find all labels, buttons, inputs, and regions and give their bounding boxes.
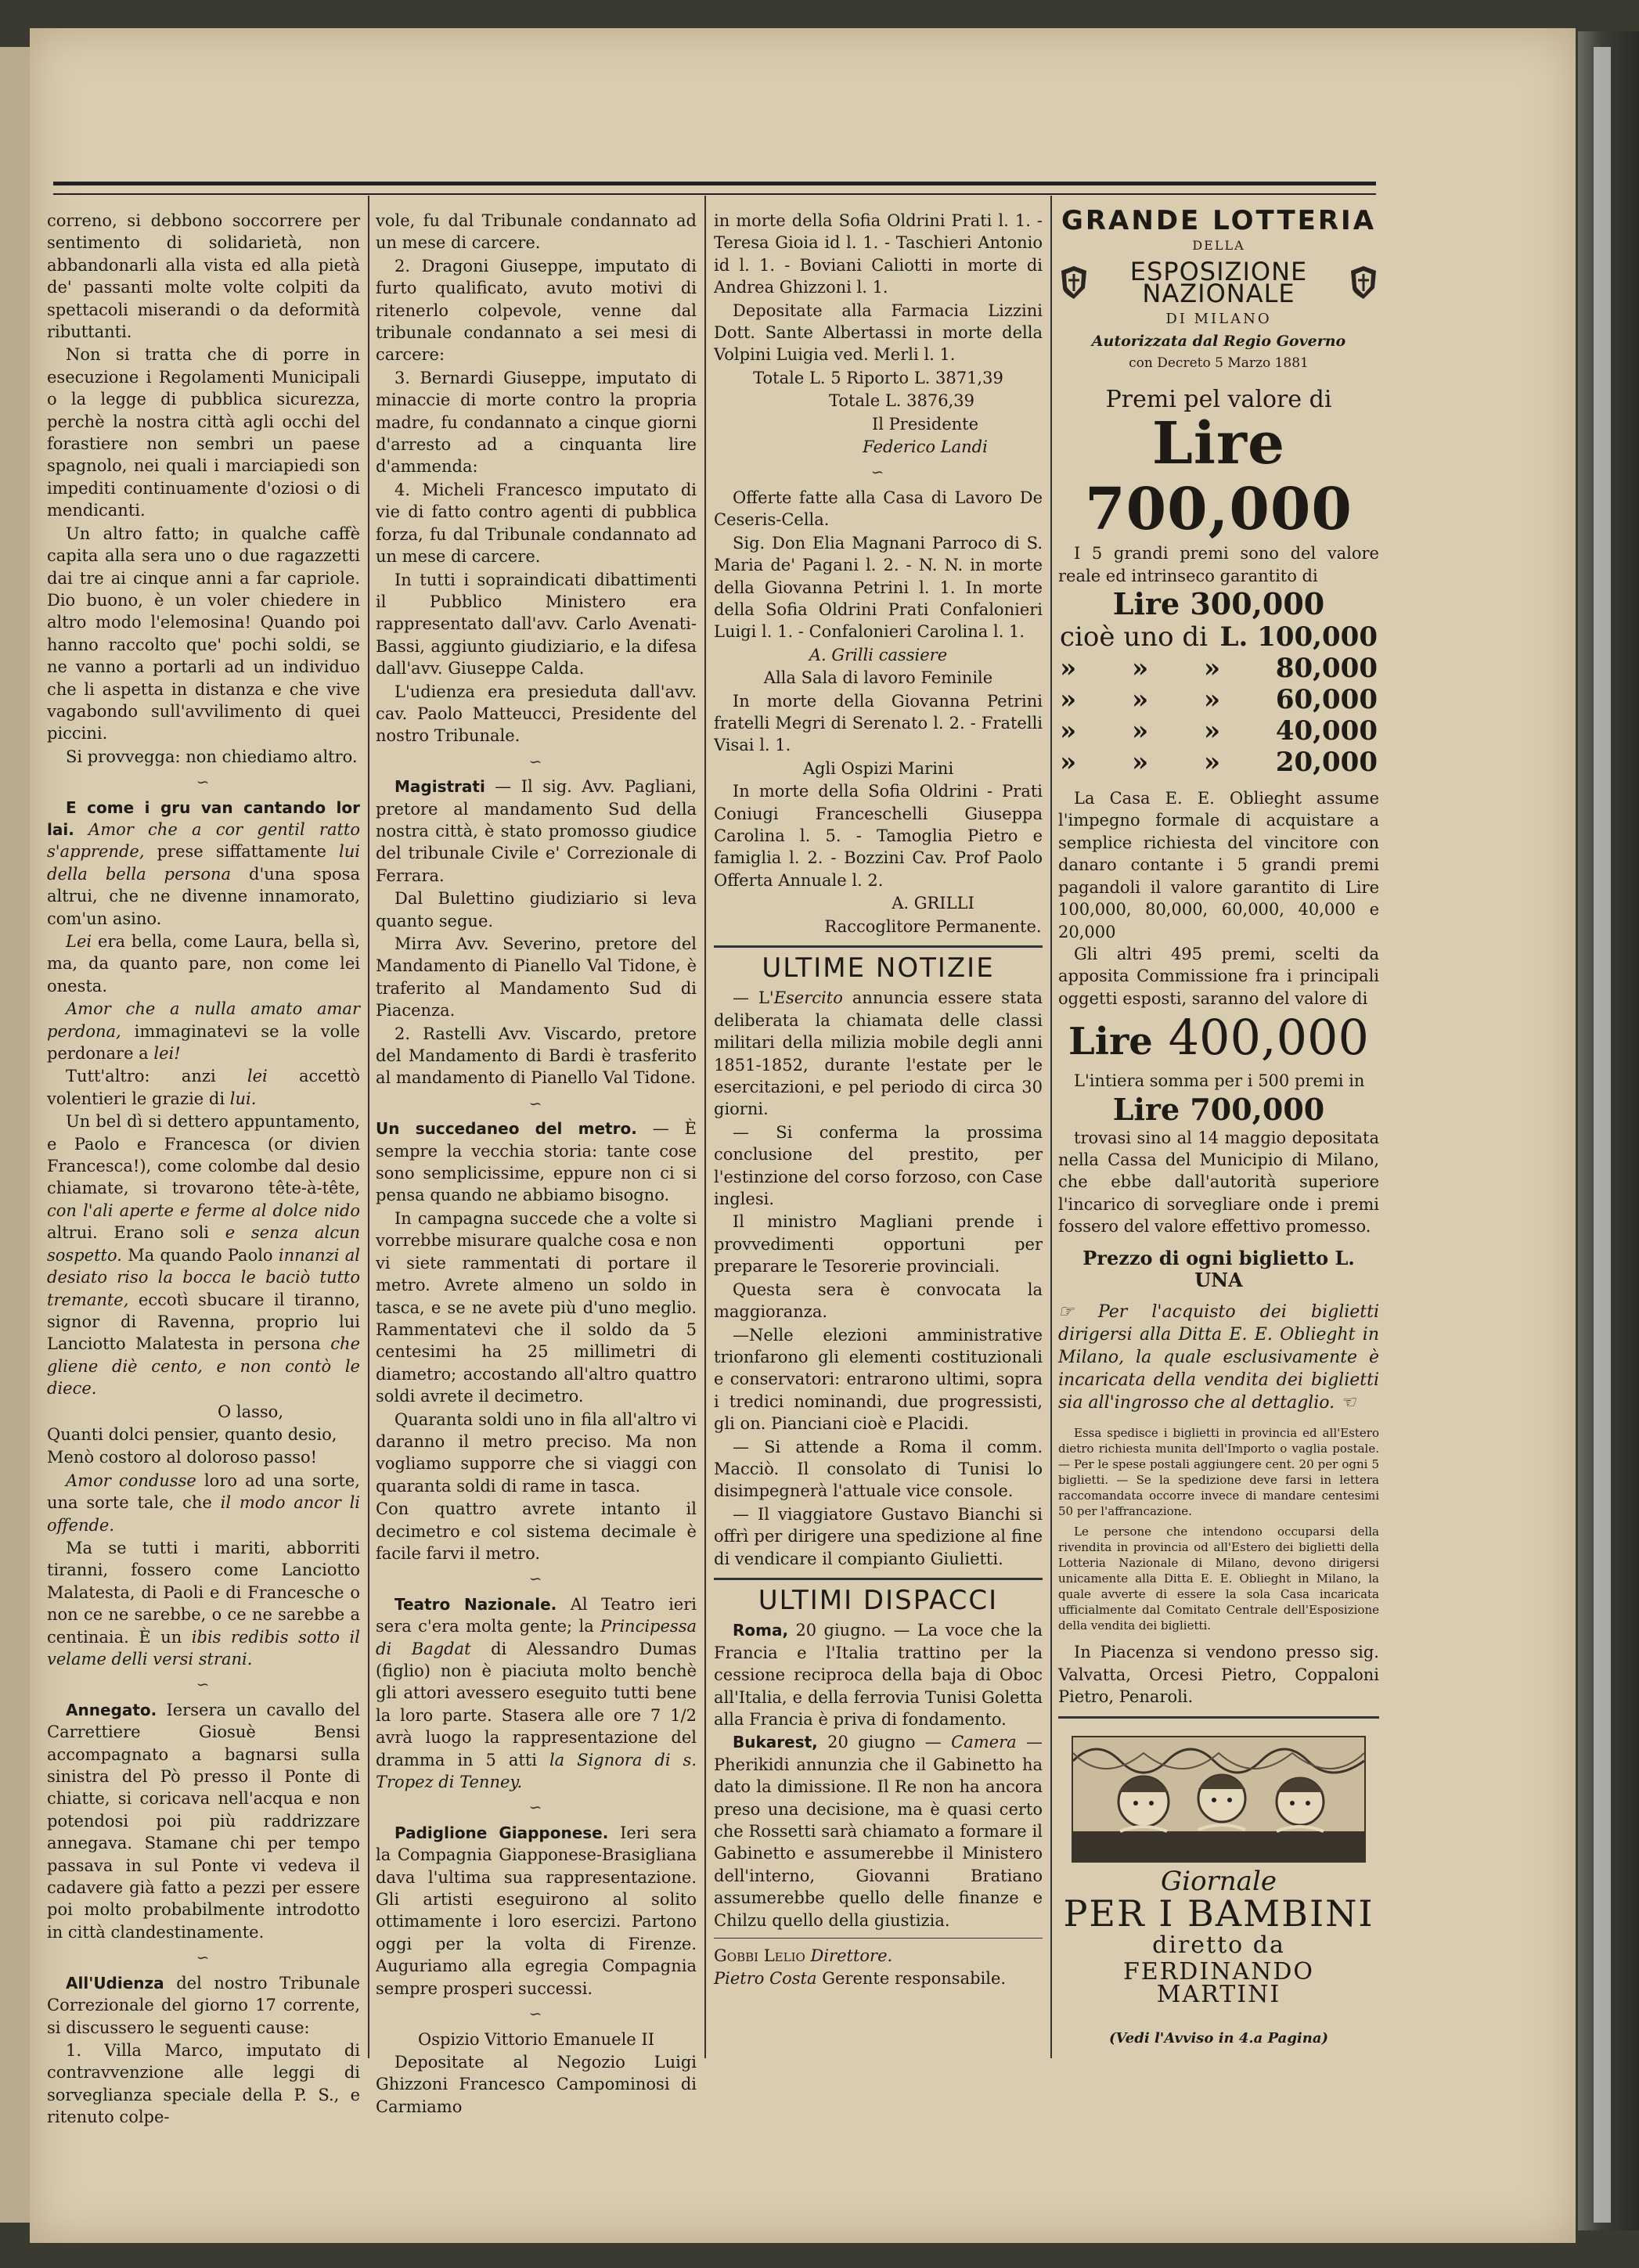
article-magistrati: Magistrati — Il sig. Avv. Pagliani, pretore al mandamento Sud della nostra città, è stato promosso giudice del tribunale Civile e' Correzionale di Ferrara. [376, 777, 697, 885]
section-divider [714, 945, 1043, 948]
paragraph: 2. Rastelli Avv. Viscardo, pretore del Mandamento di Bardi è trasferito al mandamento di Pianello Val Tidone. [376, 1024, 697, 1088]
paragraph: In campagna succede che a volte si vorrebbe misurare qualche cosa e non vi siete rammentati di portare il metro. Avrete almeno un soldo in tasca, e se ne avete più d'uno meglio. Rammentatevi che il soldo da 5 centesimi ha 25 millimetri di diametro; accostando all'altro quattro soldi avrete il decimetro. [376, 1208, 697, 1406]
ad-see-page: (Vedi l'Avviso in 4.a Pagina) [1108, 2030, 1329, 2047]
ad-paragraph: trovasi sino al 14 maggio depositata nella Cassa del Municipio di Milano, che ebbe dall'autorità superiore l'incarico di sorvegliare onde i premi fossero del valore effettivo promesso. [1058, 1128, 1379, 1237]
pointing-hand-icon: ☜ [1340, 1393, 1356, 1413]
column-rule-1 [368, 196, 369, 2058]
ad-purchase-info: ☞ Per l'acquisto dei biglietti dirigersi alla Ditta E. E. Oblieght in Milano, la quale esclusivamente è incaricata della vendita dei biglietti sia all'ingrosso che al dettaglio. ☜ [1058, 1302, 1380, 1413]
column-rule-3 [1050, 196, 1052, 2058]
headline: Un succedaneo del metro. [376, 1119, 637, 1139]
headline: Padiglione Giapponese. [394, 1823, 609, 1842]
headline: Magistrati [394, 777, 485, 797]
verse: Quanti dolci pensier, quanto desio, [47, 1424, 337, 1444]
news-item: — Si attende a Roma il comm. Macciò. Il consolato di Tunisi lo disimpegnerà l'attuale vice console. [714, 1437, 1043, 1501]
news-item: Questa sera è convocata la maggioranza. [714, 1280, 1043, 1322]
subheading: Ospizio Vittorio Emanuele II [417, 2029, 654, 2049]
ad-paragraph: I 5 grandi premi sono del valore reale ed intrinseco garantito di [1058, 544, 1379, 585]
ad-divider [1058, 1716, 1379, 1719]
prize-row: » » » 40,000 [1060, 715, 1378, 747]
total-line: Totale L. 3876,39 [829, 391, 974, 411]
article-teatro: Teatro Nazionale. Al Teatro ieri sera c'era molta gente; la Principessa di Bagdat di Alessandro Dumas (figlio) non è piaciuta molto benchè gli attori avessero eseguito tutti bene la loro parte. Stasera alle ore 7 1/2 avrà luogo la rappresentazione del dramma in 5 atti la Signora di s. Tropez di Tenney. [376, 1594, 697, 1792]
paragraph: Amor condusse loro ad una sorte, una sorte tale, che il modo ancor li offende. [47, 1471, 360, 1535]
ornament: ∽ [528, 1569, 544, 1589]
paragraph: Lei era bella, come Laura, bella sì, ma, da quanto pare, non come lei onesta. [47, 932, 360, 995]
paragraph: Ma se tutti i mariti, abborriti tiranni, fossero come Lanciotto Malatesta, di Paoli e di Francesche o non ce ne sarebbe, o ce ne sarebbe a centinaia. È un ibis redibis sotto il velame delli versi strani. [47, 1538, 360, 1669]
paragraph: Quaranta soldi uno in fila all'altro vi daranno il metro preciso. Ma non vogliamo supporre che si viaggi con quaranta soldi di rame in tasca. [376, 1409, 697, 1496]
prize-row: » » » 60,000 [1060, 684, 1378, 716]
ad-expo-title: ESPOSIZIONE NAZIONALE [1129, 256, 1308, 309]
paragraph: Un bel dì si dettero appuntamento, e Paolo e Francesca (or divien Francesca!), come colombe dal desio chiamate, si trovarono tête-à-tête, con l'ali aperte e ferme al dolce nido altrui. Erano soli e senza alcun sospetto. Ma quando Paolo innanzi al desiato riso la bocca le baciò tutto tremante, eccotì sbucare il tiranno, signor di Ravenna, proprio lui Lanciotto Malatesta in persona che gliene diè cento, e non contò le diece. [47, 1112, 361, 1399]
lottery-advertisement [1058, 205, 1380, 2088]
subheading: Alla Sala di lavoro Feminile [763, 668, 993, 688]
ad-paragraph: La Casa E. E. Oblieght assume l'impegno formale di acquistare a semplice richiesta del vincitore con danaro contante i 5 grandi premi pagandoli il valore garantito di Lire 100,000, 80,000, 60,000, 40,000 e 20,000 [1058, 789, 1379, 941]
paragraph: In morte della Giovanna Petrini fratelli Megri di Serenato l. 2. - Fratelli Visai l. 1. [714, 691, 1043, 755]
ad-authorized: Autorizzata dal Regio Governo [1091, 333, 1346, 351]
ornament: ∽ [196, 1948, 211, 1967]
signature: A. GRILLI [892, 894, 974, 913]
coat-of-arms-icon [1058, 265, 1090, 301]
paragraph: Offerte fatte alla Casa di Lavoro De Ceseris-Cella. [714, 488, 1043, 530]
signature-name: Federico Landi [863, 437, 988, 457]
total-line: Totale L. 5 Riporto L. 3871,39 [753, 368, 1003, 387]
dispatch-roma: Roma, 20 giugno. — La voce che la Francia e l'Italia trattino per la cessione reciproca della baja di Oboc all'Italia, e della ferrovia Tunisi Goletta alla Francia è priva di fondamento. [714, 1621, 1043, 1729]
ad-della: DELLA [1192, 238, 1245, 254]
headline: All'Udienza [66, 1973, 164, 1993]
ad-total-prize: Lire 700,000 [1085, 410, 1353, 544]
prize-row: » » » 80,000 [1060, 653, 1378, 685]
paragraph: 1. Villa Marco, imputato di contravvenzione alle leggi di sorveglianza speciale della P. S., e ritenuto colpe- [47, 2040, 360, 2127]
signature: A. Grilli cassiere [809, 645, 948, 664]
ornament: ∽ [196, 1675, 211, 1694]
ad-paragraph: L'intiera somma per i 500 premi in [1074, 1071, 1365, 1091]
section-title-notizie: ULTIME NOTIZIE [762, 952, 995, 984]
column-3 [714, 210, 1043, 2065]
paragraph: 3. Bernardi Giuseppe, imputato di minaccie di morte contro la propria madre, fu condannato a cinque giorni d'arresto ad a cinquanta lire d'ammenda: [376, 368, 697, 477]
ornament: ∽ [528, 1798, 544, 1817]
ornament: ∽ [528, 751, 544, 771]
paragraph: In morte della Sofia Oldrini - Prati Coniugi Franceschelli Giuseppa Carolina l. 5. - Tamoglia Pietro e famiglia l. 2. - Bozzini Cav. Prof Paolo Offerta Annuale l. 2. [714, 782, 1043, 890]
ad-prizes-intro: Premi pel valore di [1105, 385, 1332, 413]
article-udienza: All'Udienza del nostro Tribunale Correzionale del giorno 17 corrente, si discussero le seguenti cause: [47, 1973, 360, 2037]
ad-price: Prezzo di ogni biglietto L. UNA [1082, 1246, 1355, 1291]
editor-line: Gobbi Lelio Direttore. [714, 1946, 893, 1966]
ad-fine-print: Essa spedisce i biglietti in provincia ed all'Estero dietro richiesta munita dell'Importo o vaglia postale. — Per le spese postali aggiungere cent. 20 per ogni 5 biglietti. — Se la spedizione deve farsi in lettera raccomandata occorre invece di mandare centesimi 50 per l'affrancazione. [1058, 1426, 1379, 1519]
column-rule-2 [704, 196, 706, 2058]
article-padiglione: Padiglione Giapponese. Ieri sera la Compagnia Giapponese-Brasigliana dava l'ultima sua rappresentazione. Gli artisti eseguirono al solito ottimamente i loro esercizi. Partono oggi per la volta di Firenze. Auguriamo alla egregia Compagnia sempre prosperi successi. [376, 1823, 697, 1998]
paragraph: Dal Bulettino giudiziario si leva quanto segue. [376, 889, 697, 931]
ornament: ∽ [196, 772, 211, 792]
ornament: ∽ [528, 2004, 544, 2024]
ad-paragraph: Gli altri 495 premi, scelti da apposita Commissione fra i principali oggetti esposti, saranno del valore di [1058, 944, 1379, 1008]
dispatch-bukarest: Bukarest, 20 giugno — Camera — Pherikidi annunzia che il Gabinetto ha dato la dimissione. Il Re non ha ancora preso una decisione, ma è quasi certo che Rossetti sarà chiamato a formare il Gabinetto e assumerebbe il Ministero dell'interno, Giovanni Bratiano assumerebbe quello delle finanze e Chilzu quello della giustizia. [714, 1733, 1043, 1930]
children-illustration [1072, 1736, 1366, 1863]
ornament: ∽ [528, 1093, 544, 1113]
paragraph: Sig. Don Elia Magnani Parroco di S. Maria de' Pagani l. 2. - N. N. in morte della Giovanna Petrini l. 1. In morte della Sofia Oldrini Prati Confalonieri Luigi l. 1. - Confalonieri Carolina l. 1. [714, 533, 1043, 642]
ad-grand-prizes: Lire 300,000 [1112, 586, 1325, 622]
verse: Menò costoro al doloroso passo! [47, 1448, 318, 1467]
paragraph: 2. Dragoni Giuseppe, imputato di furto qualificato, avuto motivi di ritenerlo colpevole, venne dal tribunale condannato a sei mesi di carcere: [376, 256, 697, 365]
paragraph: 4. Micheli Francesco imputato di vie di fatto contro agenti di pubblica forza, fu dal Tribunale condannato ad un mese di carcere. [376, 480, 697, 567]
ad-journal-label: Giornale [1161, 1865, 1277, 1897]
ad-journal-title: PER I BAMBINI [1063, 1892, 1374, 1935]
news-item: —Nelle elezioni amministrative trionfarono gli elementi costituzionali e conservatori: entrarono ultimi, sopra i tredici nominandi, due progressisti, gli on. Pianciani cioè e Placidi. [714, 1325, 1043, 1434]
article-canto: E come i gru van cantando lor lai. Amor che a cor gentil ratto s'apprende, prese siffattamente lui della bella persona d'una sposa altrui, che ne divenne innamorato, com'un asino. [47, 797, 360, 928]
paragraph: In tutti i sopraindicati dibattimenti il Pubblico Ministero era rappresentato dall'avv. Carlo Avenati-Bassi, aggiunto giudiziario, e la difesa dall'avv. Giuseppe Calda. [376, 570, 697, 679]
section-title-dispacci: ULTIMI DISPACCI [758, 1584, 999, 1616]
paragraph: correno, si debbono soccorrere per sentimento di solidarietà, non abbandonarli alla vista ed alla pietà de' passanti molte volte colpiti da spettacoli miserandi o da deformità ributtanti. [47, 211, 360, 342]
news-item: — L'Esercito annuncia essere stata deliberata la chiamata delle classi militari della milizia mobile degli anni 1851-1852, durante l'estate per le esercitazioni, e pel periodo di circa 30 giorni. [714, 988, 1043, 1119]
verse: O lasso, [218, 1402, 283, 1421]
paragraph: Con quattro avrete intanto il decimetro e col sistema decimale è facile farvi il metro. [376, 1499, 697, 1563]
signature-title: Raccoglitore Permanente. [824, 916, 1042, 936]
ad-sellers: In Piacenza si vendono presso sig. Valvatta, Orcesi Pietro, Coppaloni Pietro, Penaroli. [1058, 1643, 1379, 1707]
ornament: ∽ [870, 463, 886, 482]
ad-directed-by: diretto da [1152, 1931, 1285, 1959]
column-1 [47, 210, 361, 2127]
binding-paper-edge [1594, 47, 1611, 2223]
article-metro: Un succedaneo del metro. — È sempre la vecchia storia: tante cose sono semplicissime, eppure non ci si pensa quando ne abbiamo bisogno. [376, 1119, 697, 1205]
subheading: Agli Ospizi Marini [802, 758, 954, 778]
paragraph: L'udienza era presieduta dall'avv. cav. Paolo Matteucci, Presidente del nostro Tribunale. [376, 682, 697, 746]
ad-decree: con Decreto 5 Marzo 1881 [1129, 355, 1309, 372]
headline: Teatro Nazionale. [394, 1594, 557, 1614]
ad-director-name: FERDINANDO MARTINI [1122, 1958, 1315, 2008]
manager-line: Pietro Costa Gerente responsabile. [714, 1969, 1007, 1989]
article-annegato: Annegato. Iersera un cavallo del Carrettiere Giosuè Bensi accompagnato a bagnarsi sulla sinistra del Pò presso il Ponte di chiatte, si coricava nell'acqua e non potendosi poi più raddrizzare annegava. Stamane chi per tempo passava in sul Ponte vi vedeva il cadavere già fatto a pezzi per essere poi molto probabilmente introdotto in città clandestinamente. [47, 1700, 360, 1942]
paragraph: Un altro fatto; in qualche caffè capita alla sera uno o due ragazzetti dai tre ai cinque anni a far capriole. Dio buono, è un voler chiedere in altro modo l'elemosina! Quando poi hanno raccolto que' pochi soldi, se ne vanno a portarli ad un individuo che li aspetta in distanza e che vive vagabondo sull'avvilimento di quei piccini. [47, 524, 360, 743]
news-item: — Il viaggiatore Gustavo Bianchi si offrì per dirigere una spedizione al fine di vendicare il compianto Giulietti. [714, 1504, 1043, 1568]
headline: Annegato. [66, 1700, 157, 1719]
paragraph: Depositate alla Farmacia Lizzini Dott. Sante Albertassi in morte della Volpini Luigia ved. Merli l. 1. [714, 301, 1043, 365]
previous-page-edge [0, 47, 31, 2223]
paragraph: Si provvegga: non chiediamo altro. [66, 747, 358, 766]
signature-title: Il Presidente [871, 414, 979, 434]
headline: E come i gru van cantando lor lai. [47, 797, 360, 839]
prize-row: cioè uno di L. 100,000 [1060, 621, 1378, 653]
prize-row: » » » 20,000 [1060, 747, 1378, 779]
ad-fine-print: Le persone che intendono occuparsi della rivendita in provincia od all'Estero dei biglietti della Lotteria Nazionale di Milano, devono dirigersi unicamente alla Ditta E. E. Oblieght in Milano, la quale avverte di essere la sola Casa incaricata ufficialmente dal Comitato Centrale dell'Esposizione della vendita dei biglietti. [1058, 1525, 1379, 1633]
ad-total-prize-2: Lire 700,000 [1112, 1091, 1325, 1127]
ad-other-prizes: Lire 400,000 [1068, 1009, 1369, 1067]
paragraph: Amor che a nulla amato amar perdona, immaginatevi se la volle perdonare a lei! [47, 999, 360, 1064]
children-faces-icon [1073, 1737, 1364, 1861]
paragraph: in morte della Sofia Oldrini Prati l. 1. - Teresa Gioia id l. 1. - Taschieri Antonio id l. 1. - Boviani Caliotti in morte di Andrea Ghizzoni l. 1. [714, 211, 1043, 297]
paragraph: Mirra Avv. Severino, pretore del Mandamento di Pianello Val Tidone, è traferito al Mandamento Sud di Piacenza. [376, 934, 697, 1021]
coat-of-arms-icon [1348, 265, 1379, 301]
expo-row [1058, 256, 1379, 309]
header-rule [53, 182, 1376, 195]
paragraph: Depositate al Negozio Luigi Ghizzoni Francesco Campominosi di Carmiamo [376, 2052, 697, 2116]
news-item: Il ministro Magliani prende i provvedimenti opportuni per preparare le Tesorerie provinciali. [714, 1212, 1043, 1276]
pointing-hand-icon: ☞ [1058, 1302, 1074, 1323]
ad-city: DI MILANO [1165, 310, 1272, 327]
news-item: — Si conferma la prossima conclusione del prestito, per l'estinzione del corso forzoso, con Case inglesi. [714, 1122, 1043, 1209]
column-2 [376, 210, 697, 2116]
ad-title: GRANDE LOTTERIA [1061, 205, 1377, 236]
section-divider [714, 1578, 1043, 1580]
paragraph: Non si tratta che di porre in esecuzione i Regolamenti Municipali o la legge di pubblica sicurezza, perchè la nostra città agli occhi del forastiere non sembri un paese spagnolo, nei quali i marciapiedi son impediti continuamente d'oziosi o di mendicanti. [47, 345, 360, 520]
paragraph: Tutt'altro: anzi lei accettò volentieri le grazie di lui. [47, 1067, 360, 1108]
divider [714, 1938, 1043, 1939]
paragraph: vole, fu dal Tribunale condannato ad un mese di carcere. [376, 211, 697, 253]
